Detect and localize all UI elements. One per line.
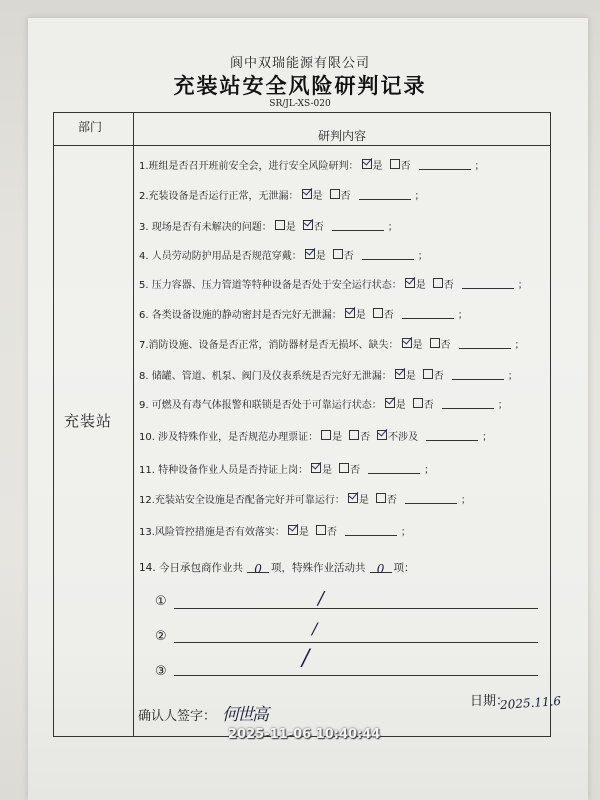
checklist-item-8 [139,367,518,382]
page-title: 充装站安全风险研判记录 [173,74,427,98]
punctuation: ； [482,432,493,443]
checkbox-label-no: 否 [360,432,371,443]
checkbox-yes[interactable] [311,463,321,473]
checklist-item-11 [139,461,434,476]
entry-1-mark: / [318,588,325,609]
checkbox-label-yes: 是 [355,310,366,321]
checkbox-label-no: 否 [400,161,411,172]
item-text: 9. 可燃及有毒气体报警和联锁是否处于可靠运行状态： [139,400,382,411]
checkbox-yes[interactable] [348,493,358,503]
checkbox-label-yes: 是 [298,527,309,538]
checklist-item-3 [139,218,398,233]
checklist-item-7 [139,336,525,351]
item-text: 7.消防设施、设备是否正常，消防器材是否无损坏、缺失： [139,340,399,351]
column-divider [133,112,134,737]
blank-line [362,249,414,260]
checkbox-no[interactable] [433,278,443,288]
blank-line [345,525,397,536]
checkbox-label-na: 不涉及 [388,432,419,443]
checkbox-yes[interactable] [302,189,312,199]
checklist-item-9 [139,396,508,411]
checkbox-no[interactable] [349,430,359,440]
checkbox-yes[interactable] [362,159,372,169]
checkbox-label-yes: 是 [332,432,343,443]
checkbox-label-no: 否 [440,340,451,351]
date-value: 2025.11.6 [499,693,562,713]
checklist-item-12 [139,491,471,506]
blank-line [402,308,454,319]
punctuation: ； [514,340,525,351]
special-work-count: 0 [376,562,385,576]
checkbox-label-no: 否 [326,527,337,538]
checklist-item-4 [139,247,428,262]
checkbox-yes[interactable] [385,398,395,408]
checkbox-label-yes: 是 [312,191,323,202]
checkbox-no[interactable] [339,463,349,473]
checkbox-label-yes: 是 [405,371,416,382]
item-text: 1.班组是否召开班前安全会，进行安全风险研判： [139,161,359,172]
checkbox-label-no: 否 [340,191,351,202]
checkbox-no[interactable] [413,398,423,408]
checkbox-no[interactable] [303,220,313,230]
punctuation: ； [517,280,528,291]
blank-line [368,463,420,474]
checkbox-label-yes: 是 [285,222,296,233]
department-name: 充装站 [64,412,113,430]
checkbox-label-no: 否 [313,222,324,233]
entry-3-line [174,661,538,676]
punctuation: ； [474,161,485,172]
checkbox-yes[interactable] [321,430,331,440]
company-name: 阆中双瑞能源有限公司 [229,56,370,71]
checkbox-label-no: 否 [433,371,444,382]
blank-line [459,338,511,349]
item-text: 11. 特种设备作业人员是否持证上岗： [139,465,309,476]
form-code: SR/JL-XS-020 [269,99,331,109]
checklist-item-5 [139,276,528,291]
checklist-item-1 [139,157,485,172]
checkbox-label-no: 否 [343,251,354,262]
item-text: 6. 各类设备设施的静动密封是否完好无泄漏： [139,310,342,321]
signature: 何世高 [222,705,267,725]
checkbox-no[interactable] [390,159,400,169]
checklist-item-10 [139,428,492,443]
checkbox-yes[interactable] [395,369,405,379]
date-label: 日期： [470,694,510,709]
contractor-count: 0 [254,562,262,576]
checkbox-label-yes: 是 [395,400,406,411]
checkbox-label-yes: 是 [315,251,326,262]
checkbox-no[interactable] [373,308,383,318]
blank-line [405,493,457,504]
entry-2-number: ② [155,629,167,644]
checkbox-label-no: 否 [386,495,397,506]
item-text: 5. 压力容器、压力管道等特种设备是否处于安全运行状态： [139,280,402,291]
checkbox-no[interactable] [333,249,343,259]
checkbox-label-yes: 是 [322,465,333,476]
item-text: 4. 人员劳动防护用品是否规范穿戴： [139,251,302,262]
entry-2-line [174,628,538,643]
entry-3-mark: / [302,646,310,671]
checkbox-yes[interactable] [345,308,355,318]
header-divider [53,145,551,146]
punctuation: ； [424,465,435,476]
blank-line [442,398,494,409]
checkbox-na[interactable] [377,430,387,440]
checklist-item-6 [139,306,468,321]
checkbox-yes[interactable] [275,220,285,230]
entry-2-mark: / [312,619,318,638]
item-text: 10. 涉及特殊作业，是否规范办理票证： [139,432,319,443]
checkbox-yes[interactable] [305,249,315,259]
photo-timestamp: 2025-11-06 10:40:44 [228,727,381,742]
column-header-dept: 部门 [78,120,103,134]
blank-line [359,189,411,200]
record-table [53,112,551,737]
checkbox-no[interactable] [376,493,386,503]
punctuation: ； [414,191,425,202]
item-text: 13.风险管控措施是否有效落实： [139,527,285,538]
item-14-suffix: 项： [393,562,415,574]
item-text: 8. 储罐、管道、机泵、阀门及仪表系统是否完好无泄漏： [139,371,392,382]
item-text: 2.充装设备是否运行正常，无泄漏： [139,191,299,202]
checkbox-no[interactable] [430,338,440,348]
checkbox-no[interactable] [330,189,340,199]
checklist-item-13 [139,523,411,538]
item-text: 12.充装站安全设施是否配备完好并可靠运行： [139,495,345,506]
entry-1-number: ① [155,594,167,609]
punctuation: ； [417,251,428,262]
punctuation: ； [387,222,398,233]
checkbox-yes[interactable] [288,525,298,535]
item-text: 3. 现场是否有未解决的问题： [139,222,272,233]
punctuation: ； [497,400,508,411]
item-14 [139,560,415,575]
checkbox-no[interactable] [423,369,433,379]
checklist-item-2 [139,187,425,202]
punctuation: ； [460,495,471,506]
checkbox-label-no: 否 [383,310,394,321]
blank-line [419,159,471,170]
entry-1-line [174,594,538,609]
item-14-prefix: 14. 今日承包商作业共 [139,562,244,574]
checkbox-label-yes: 是 [415,280,426,291]
blank-line [462,278,514,289]
punctuation: ； [507,371,518,382]
checkbox-label-yes: 是 [372,161,383,172]
punctuation: ； [400,527,411,538]
blank-line [332,220,384,231]
item-14-mid: 项，特殊作业活动共 [271,562,366,574]
confirm-label: 确认人签字： [138,709,217,724]
checkbox-no[interactable] [316,525,326,535]
column-header-content: 研判内容 [318,129,367,143]
blank-line [452,369,504,380]
checkbox-label-yes: 是 [358,495,369,506]
checkbox-yes[interactable] [402,338,412,348]
punctuation: ； [457,310,468,321]
entry-3-number: ③ [155,664,167,679]
blank-line [426,430,478,441]
checkbox-yes[interactable] [405,278,415,288]
checkbox-label-yes: 是 [412,340,423,351]
checkbox-label-no: 否 [350,465,361,476]
checkbox-label-no: 否 [443,280,454,291]
checkbox-label-no: 否 [423,400,434,411]
